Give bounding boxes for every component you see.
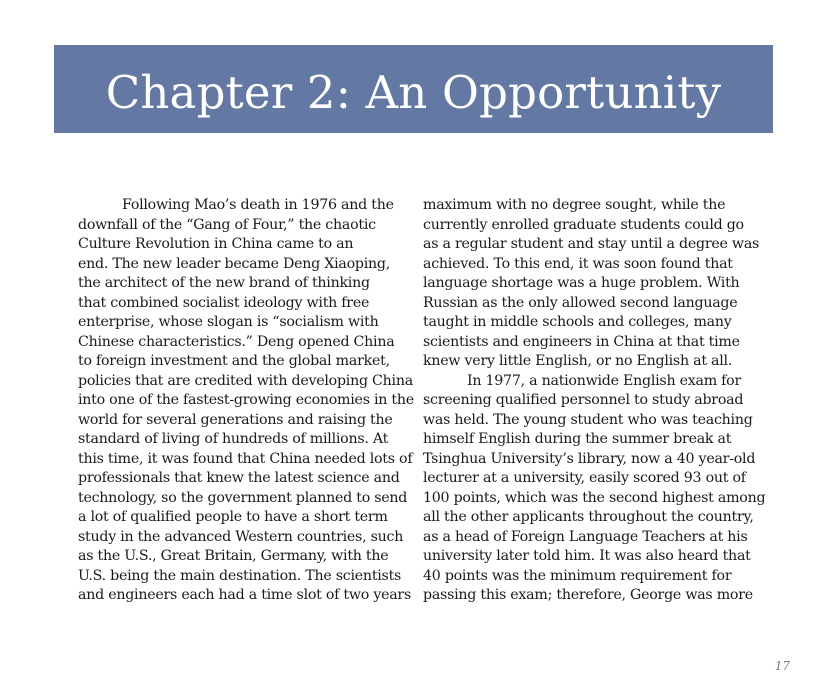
text-line: was held. The young student who was teaching (423, 411, 753, 428)
text-line: into one of the fastest-growing economies in the (78, 392, 414, 408)
text-line: achieved. To this end, it was soon found that (423, 255, 733, 272)
text-line: to foreign investment and the global market, (78, 353, 390, 369)
text-line: policies that are credited with developing China (78, 372, 413, 389)
text-line: passing this exam; therefore, George was more (423, 587, 753, 603)
text-line: language shortage was a huge problem. With (423, 275, 740, 291)
text-line: this time, it was found that China needed lots of (78, 450, 413, 467)
text-line: Chinese characteristics.” Deng opened China (78, 333, 395, 350)
text-line: screening qualified personnel to study abroad (423, 392, 744, 408)
text-line: the architect of the new brand of thinking (78, 275, 370, 291)
text-line: lecturer at a university, easily scored 93 out of (423, 470, 746, 486)
text-line: end. The new leader became Deng Xiaoping, (78, 255, 390, 272)
text-line: Tsinghua University’s library, now a 40 year-old (423, 450, 756, 467)
text-line: In 1977, a nationwide English exam for (467, 372, 742, 389)
text-line: taught in middle schools and colleges, many (423, 314, 732, 330)
page-number: 17 (774, 659, 790, 673)
text-line: scientists and engineers in China at that time (423, 333, 740, 350)
text-line: world for several generations and raising the (78, 411, 393, 428)
chapter-banner (54, 45, 773, 133)
text-line: Following Mao’s death in 1976 and the (122, 197, 394, 213)
text-line: 100 points, which was the second highest among (423, 489, 766, 506)
text-line: currently enrolled graduate students could go (423, 216, 744, 233)
text-line: a lot of qualified people to have a short term (78, 509, 388, 525)
text-line: downfall of the “Gang of Four,” the chaotic (78, 216, 376, 233)
text-line: standard of living of hundreds of millions. At (78, 431, 389, 447)
text-line: U.S. being the main destination. The scientists (78, 567, 402, 584)
text-line: and engineers each had a time slot of two years (78, 587, 411, 603)
text-line: 40 points was the minimum requirement for (423, 567, 732, 584)
text-line: that combined socialist ideology with free (78, 294, 370, 311)
text-line: enterprise, whose slogan is “socialism with (78, 314, 379, 330)
text-line: as the U.S., Great Britain, Germany, with the (78, 548, 389, 564)
text-line: as a head of Foreign Language Teachers at his (423, 528, 748, 545)
text-line: Russian as the only allowed second language (423, 294, 738, 311)
text-line: knew very little English, or no English at all. (423, 353, 733, 369)
text-line: maximum with no degree sought, while the (423, 197, 726, 213)
text-line: Culture Revolution in China came to an (78, 236, 354, 252)
chapter-title: Chapter 2: An Opportunity (105, 65, 722, 119)
text-line: all the other applicants throughout the country, (423, 509, 754, 525)
text-line: professionals that knew the latest science and (78, 470, 400, 486)
right-text-column (423, 196, 766, 606)
text-line: as a regular student and stay until a degree was (423, 236, 760, 252)
text-line: study in the advanced Western countries, such (78, 528, 404, 545)
text-line: university later told him. It was also heard that (423, 548, 751, 564)
text-line: himself English during the summer break at (423, 431, 732, 447)
text-line: technology, so the government planned to send (78, 489, 408, 506)
left-text-column (78, 196, 414, 606)
